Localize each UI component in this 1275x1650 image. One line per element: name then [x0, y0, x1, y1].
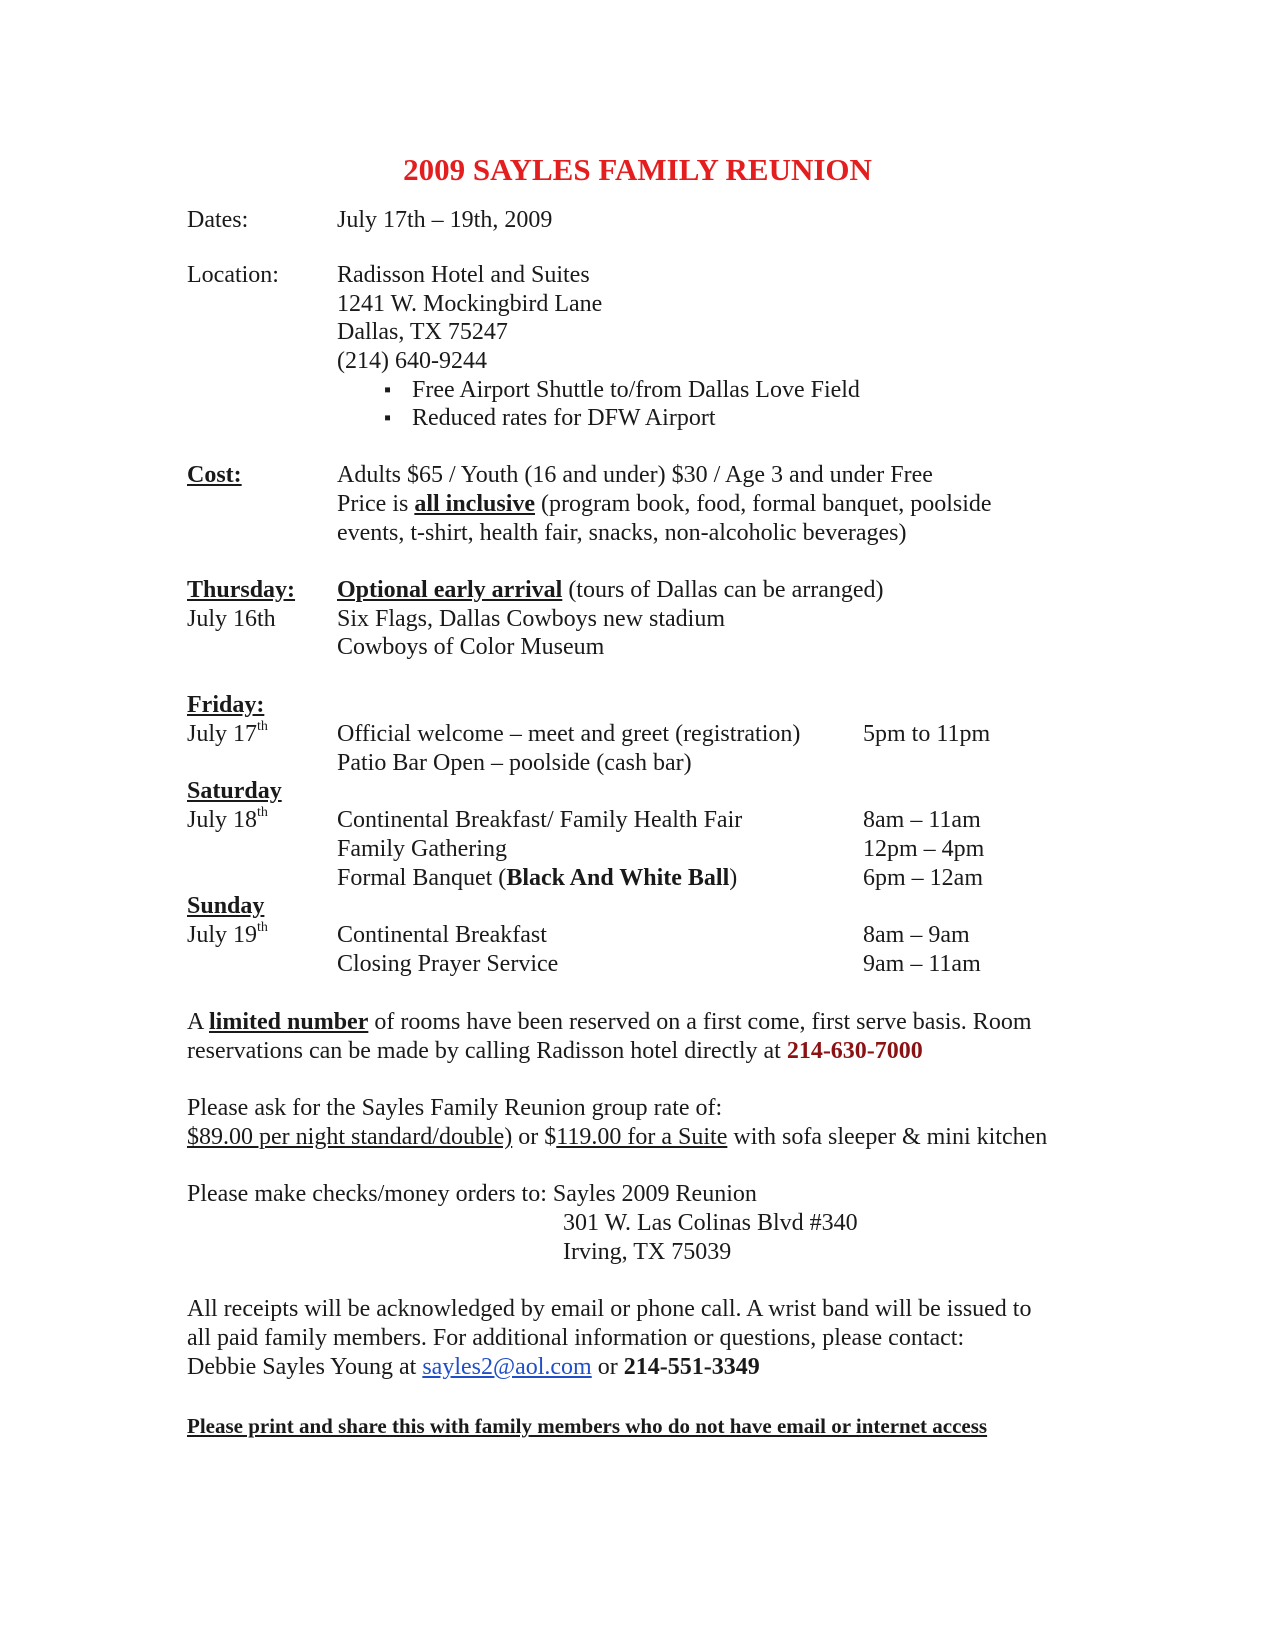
- early-arrival-emphasis: Optional early arrival: [337, 577, 563, 603]
- location-line: Dallas, TX 75247: [337, 319, 508, 345]
- sunday-event: Closing Prayer Service: [337, 951, 559, 977]
- thursday-line: Cowboys of Color Museum: [337, 634, 605, 660]
- suite-rate: 119.00 for a Suite: [556, 1124, 728, 1150]
- location-label: Location:: [187, 262, 279, 288]
- cost-line: Adults $65 / Youth (16 and under) $30 / Age 3 and under Free: [337, 462, 933, 488]
- thursday-date: July 16th: [187, 606, 276, 632]
- rooms-paragraph: A limited number of rooms have been reserved on a first come, first serve basis. Room: [187, 1009, 1032, 1035]
- dates-value: July 17th – 19th, 2009: [337, 207, 553, 233]
- friday-event: Patio Bar Open – poolside (cash bar): [337, 750, 692, 776]
- cost-line: events, t-shirt, health fair, snacks, non-alcoholic beverages): [337, 520, 907, 546]
- saturday-date: July 18th: [187, 805, 268, 833]
- page-title: 2009 SAYLES FAMILY REUNION: [403, 152, 872, 187]
- contact-phone: 214-551-3349: [623, 1354, 760, 1380]
- checks-address: Irving, TX 75039: [563, 1239, 732, 1265]
- contact-line: Debbie Sayles Young at sayles2@aol.com or 214-551-3349: [187, 1354, 760, 1380]
- checks-line: Please make checks/money orders to: Sayles 2009 Reunion: [187, 1181, 757, 1207]
- thursday-line: Six Flags, Dallas Cowboys new stadium: [337, 606, 725, 632]
- saturday-event: Family Gathering: [337, 836, 507, 862]
- saturday-label: Saturday: [187, 778, 282, 804]
- checks-address: 301 W. Las Colinas Blvd #340: [563, 1210, 858, 1236]
- sunday-label: Sunday: [187, 893, 265, 919]
- cost-label: Cost:: [187, 462, 242, 488]
- saturday-event: Formal Banquet (Black And White Ball): [337, 865, 738, 891]
- location-phone: (214) 640-9244: [337, 348, 487, 374]
- ball-emphasis: Black And White Ball: [506, 865, 730, 891]
- dates-label: Dates:: [187, 207, 249, 233]
- saturday-event-time: 8am – 11am: [863, 807, 981, 833]
- sunday-date: July 19th: [187, 920, 268, 948]
- all-inclusive-emphasis: all inclusive: [414, 491, 536, 517]
- cost-line: Price is all inclusive (program book, food, formal banquet, poolside: [337, 491, 992, 517]
- location-line: Radisson Hotel and Suites: [337, 262, 590, 288]
- saturday-event: Continental Breakfast/ Family Health Fair: [337, 807, 743, 833]
- friday-date: July 17th: [187, 719, 268, 747]
- thursday-line: Optional early arrival (tours of Dallas can be arranged): [337, 577, 884, 603]
- rooms-paragraph: reservations can be made by calling Radisson hotel directly at 214-630-7000: [187, 1038, 923, 1064]
- hotel-phone: 214-630-7000: [786, 1038, 923, 1064]
- thursday-label: Thursday:: [187, 577, 296, 603]
- rate-line: Please ask for the Sayles Family Reunion group rate of:: [187, 1095, 723, 1121]
- saturday-event-time: 12pm – 4pm: [863, 836, 985, 862]
- rate-line: $89.00 per night standard/double) or $119.00 for a Suite with sofa sleeper & mini kitchen: [187, 1124, 1048, 1150]
- location-bullet: ▪ Free Airport Shuttle to/from Dallas Love Field: [412, 376, 860, 405]
- location-bullet: ▪ Reduced rates for DFW Airport: [412, 404, 715, 433]
- standard-rate: $89.00 per night standard/double): [187, 1124, 513, 1150]
- contact-email-link[interactable]: sayles2@aol.com: [422, 1354, 592, 1380]
- saturday-event-time: 6pm – 12am: [863, 865, 983, 891]
- friday-label: Friday:: [187, 692, 265, 718]
- sunday-event-time: 9am – 11am: [863, 951, 981, 977]
- receipts-line: All receipts will be acknowledged by email or phone call. A wrist band will be issued to: [187, 1296, 1032, 1322]
- footer-note: Please print and share this with family members who do not have email or internet access: [187, 1414, 988, 1438]
- receipts-line: all paid family members. For additional information or questions, please contact:: [187, 1325, 965, 1351]
- friday-event: Official welcome – meet and greet (registration): [337, 721, 801, 747]
- location-line: 1241 W. Mockingbird Lane: [337, 291, 603, 317]
- limited-number-emphasis: limited number: [209, 1009, 369, 1035]
- sunday-event: Continental Breakfast: [337, 922, 547, 948]
- friday-event-time: 5pm to 11pm: [863, 721, 991, 747]
- sunday-event-time: 8am – 9am: [863, 922, 970, 948]
